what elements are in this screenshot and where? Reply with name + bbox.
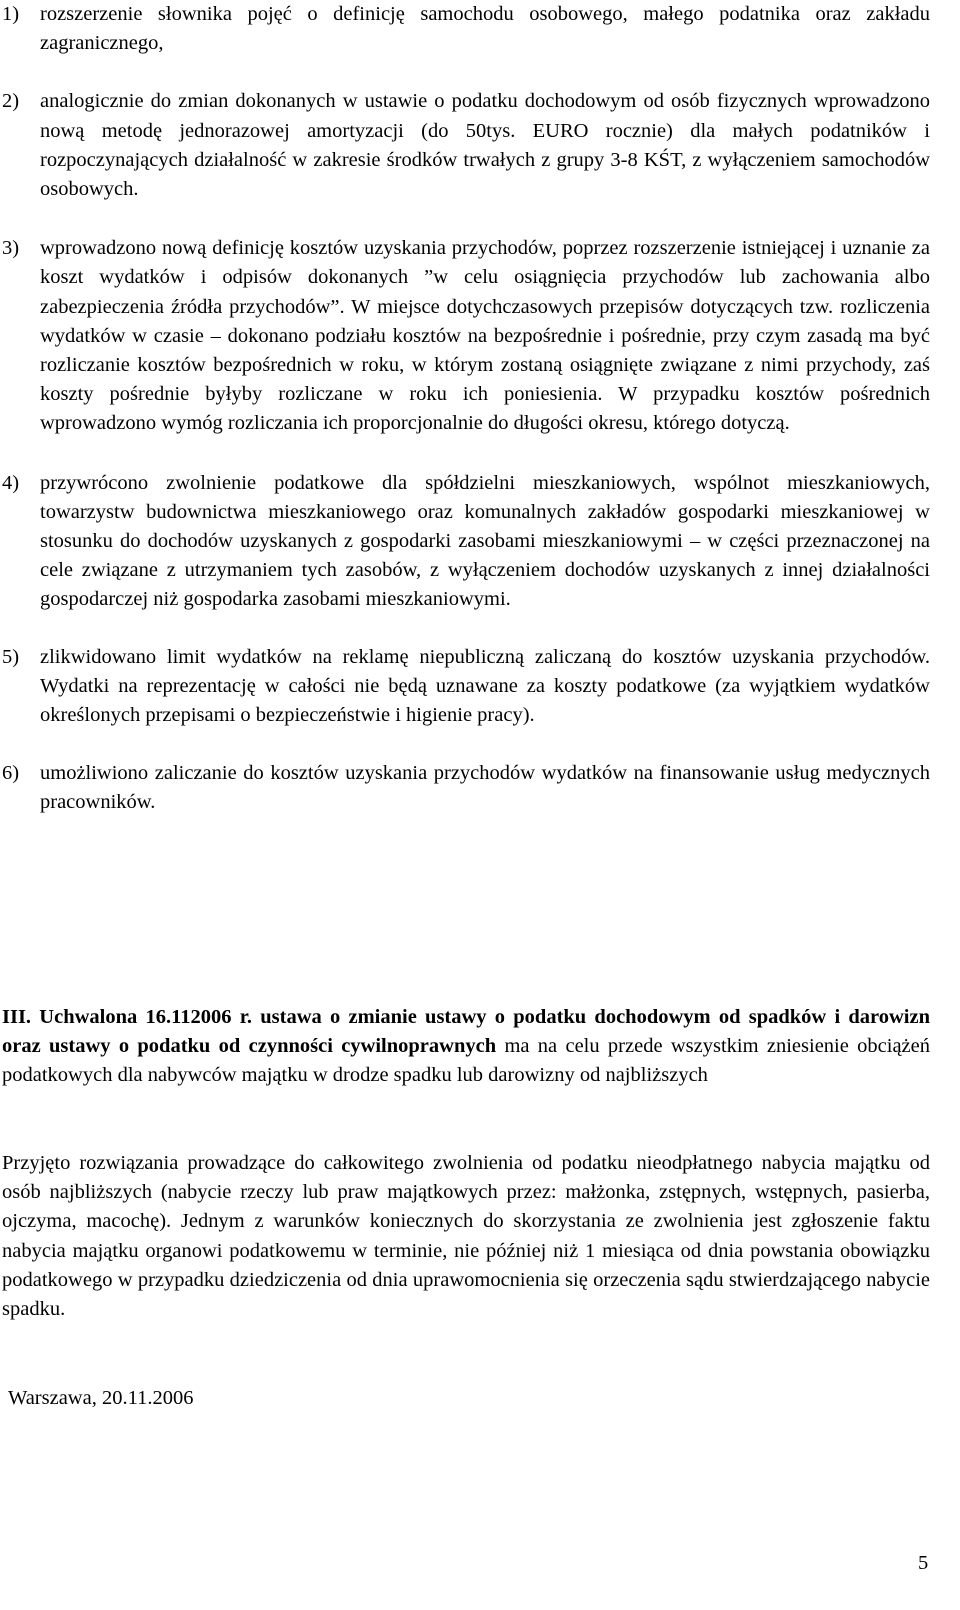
list-item-text: umożliwiono zaliczanie do kosztów uzyskania przychodów wydatków na finansowanie usług medycznych pracowników.: [40, 762, 930, 814]
list-item-number: 5): [2, 645, 20, 668]
list-item-text: wprowadzono nową definicję kosztów uzyskania przychodów, poprzez rozszerzenie istniejącej i uznanie za koszt wydatków i odpisów dokonanych ”w celu osiągnięcia przychodów lub zachowania albo zabezpieczenia źródła przychodów”. W miejsce dotychczasowych przepisów dotyczących tzw. rozliczenia wydatków w czasie – dokonano podziału kosztów na bezpośrednie i pośrednie, przy czym zasadą ma być rozliczanie kosztów bezpośrednich w roku, w którym zostaną osiągnięte związane z nimi przychody, zaś koszty pośrednie byłyby rozliczane w roku ich poniesienia. W przypadku kosztów pośrednich wprowadzono wymóg rozliczania ich proporcjonalnie do długości okresu, którego dotyczą.: [40, 237, 930, 435]
list-item: [0, 759, 930, 817]
section-iii: [2, 1003, 930, 1091]
list-item-text: analogicznie do zmian dokonanych w ustawie o podatku dochodowym od osób fizycznych wprowadzono nową metodę jednorazowej amortyzacji (do 50tys. EURO rocznie) dla małych podatników i rozpoczynających działalność w zakresie środków trwałych z grupy 3-8 KŚT, z wyłączeniem samochodów osobowych.: [40, 90, 930, 201]
list-item-text: zlikwidowano limit wydatków na reklamę niepubliczną zaliczaną do kosztów uzyskania przychodów. Wydatki na reprezentację w całości nie będą uznawane za koszty podatkowe (za wyjątkiem wydatków określonych przepisami o bezpieczeństwie i higienie pracy).: [40, 645, 930, 727]
section-heading: [2, 1003, 930, 1091]
place-and-date: Warszawa, 20.11.2006: [8, 1387, 194, 1409]
list-item: [0, 87, 930, 204]
list-item-number: 2): [2, 90, 20, 113]
list-item-number: 4): [2, 471, 20, 494]
section-heading-rest: ma na celu przede wszystkim zniesienie obciążeń podatkowych dla nabywców majątku w drodze spadku lub darowizny od najbliższych: [2, 1035, 930, 1087]
list-item: [0, 234, 930, 438]
list-item-text: przywrócono zwolnienie podatkowe dla spółdzielni mieszkaniowych, wspólnot mieszkaniowych, towarzystw budownictwa mieszkaniowego oraz komunalnych zakładów gospodarki mieszkaniowej w stosunku do dochodów uzyskanych z gospodarki zasobami mieszkaniowymi – w części przeznaczonej na cele związane z utrzymaniem tych zasobów, z wyłączeniem dochodów uzyskanych z innej działalności gospodarczej niż gospodarka zasobami mieszkaniowymi.: [40, 471, 930, 611]
list-item: [0, 643, 930, 731]
body-paragraph-text: Przyjęto rozwiązania prowadzące do całkowitego zwolnienia od podatku nieodpłatnego nabycia majątku od osób najbliższych (nabycie rzeczy lub praw majątkowych przez: małżonka, zstępnych, wstępnych, pasierba, ojczyma, macochę). Jednym z warunków koniecznych do skorzystania ze zwolnienia jest zgłoszenie faktu nabycia majątku organowi podatkowemu w terminie, nie później niż 1 miesiąca od dnia powstania obowiązku podatkowego w przypadku dziedziczenia od dnia uprawomocnienia się orzeczenia sądu stwierdzającego nabycie spadku.: [2, 1152, 930, 1321]
list-item-number: 1): [2, 3, 20, 25]
list-item-number: 6): [2, 762, 20, 785]
list-item: [0, 0, 930, 58]
page-number: 5: [918, 1552, 929, 1574]
list-item-number: 3): [2, 237, 20, 260]
list-item-text: rozszerzenie słownika pojęć o definicję samochodu osobowego, małego podatnika oraz zakładu zagranicznego,: [40, 3, 930, 55]
section-heading-bold: III. Uchwalona 16.112006 r. ustawa o zmianie ustawy o podatku dochodowym od spadków i darowizn oraz ustawy o podatku od czynności cywilnoprawnych: [2, 1006, 930, 1058]
list-item: [0, 469, 930, 615]
body-paragraph: [2, 1149, 930, 1324]
